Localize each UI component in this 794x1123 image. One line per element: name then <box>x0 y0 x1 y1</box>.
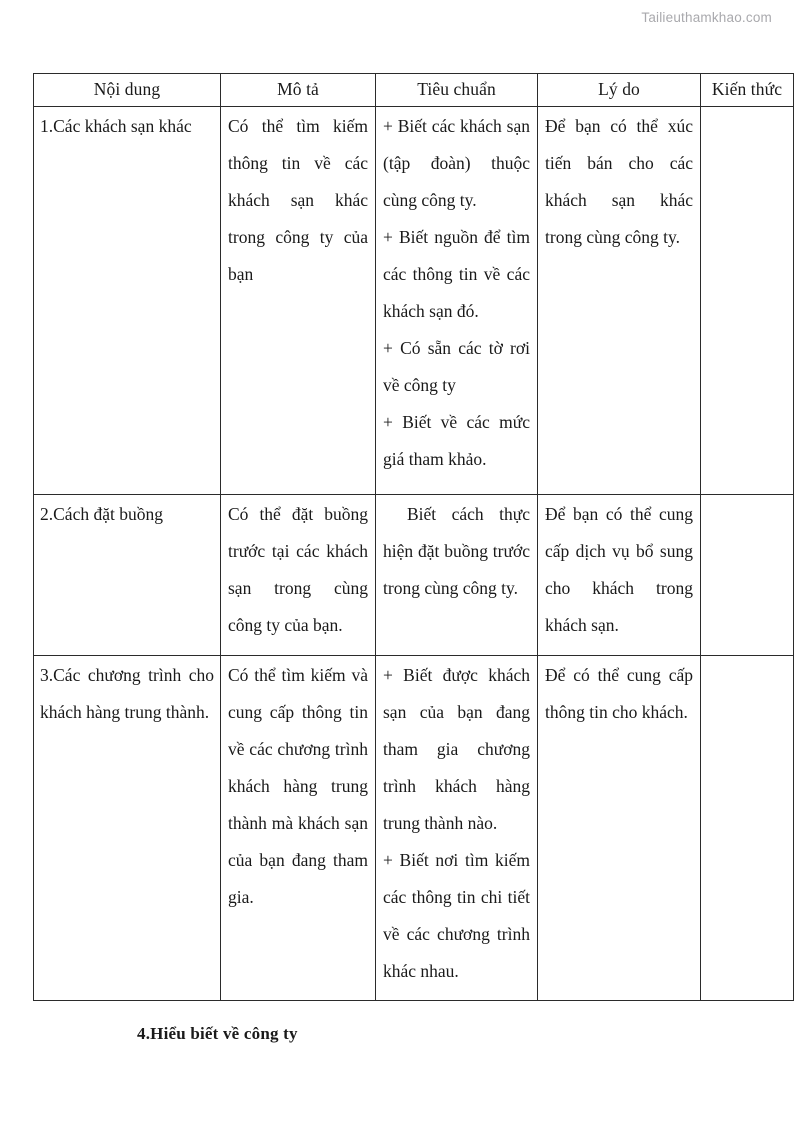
cell-text: Có thể tìm kiếm thông tin về các khách sạn khác trong công ty của bạn <box>228 116 368 284</box>
cell-text: 1.Các khách sạn khác <box>40 116 192 136</box>
cell-text: + Biết được khách sạn của bạn đang tham gia chương trình khách hàng trung thành nào. + Biết nơi tìm kiếm các thông tin chi tiết về các chương trình khác nhau. <box>383 665 530 981</box>
cell-kien-thuc <box>701 107 794 495</box>
cell-noi-dung <box>34 656 221 1001</box>
cell-mo-ta <box>221 107 376 495</box>
table-row <box>34 495 794 656</box>
watermark-text: Tailieuthamkhao.com <box>641 10 772 25</box>
cell-text <box>701 495 793 515</box>
cell-mo-ta <box>221 495 376 656</box>
column-header-kien-thuc: Kiến thức <box>701 74 794 107</box>
cell-text: 3.Các chương trình cho khách hàng trung thành. <box>40 665 214 722</box>
cell-text: Biết cách thực hiện đặt buồng trước trong cùng công ty. <box>383 504 530 598</box>
cell-text <box>701 107 793 127</box>
cell-tieu-chuan <box>376 107 538 495</box>
cell-tieu-chuan <box>376 495 538 656</box>
cell-text: Để có thể cung cấp thông tin cho khách. <box>545 665 693 722</box>
cell-ly-do <box>538 107 701 495</box>
cell-text: Để bạn có thể cung cấp dịch vụ bổ sung cho khách trong khách sạn. <box>545 504 693 635</box>
table-row <box>34 656 794 1001</box>
competency-table-container <box>33 73 793 1001</box>
cell-ly-do <box>538 656 701 1001</box>
cell-kien-thuc <box>701 656 794 1001</box>
cell-text: + Biết các khách sạn (tập đoàn) thuộc cùng công ty. + Biết nguồn để tìm các thông tin về các khách sạn đó. + Có sẵn các tờ rơi về công ty + Biết về các mức giá tham khảo. <box>383 116 530 469</box>
cell-tieu-chuan <box>376 656 538 1001</box>
cell-mo-ta <box>221 656 376 1001</box>
cell-noi-dung <box>34 107 221 495</box>
column-header-tieu-chuan: Tiêu chuẩn <box>376 74 538 107</box>
column-header-ly-do: Lý do <box>538 74 701 107</box>
cell-kien-thuc <box>701 495 794 656</box>
cell-text <box>701 656 793 676</box>
cell-noi-dung <box>34 495 221 656</box>
competency-table <box>33 73 794 1001</box>
cell-text: Có thể tìm kiếm và cung cấp thông tin về các chương trình khách hàng trung thành mà khách sạn của bạn đang tham gia. <box>228 665 368 907</box>
cell-ly-do <box>538 495 701 656</box>
section-heading: 4.Hiểu biết về công ty <box>137 1024 298 1043</box>
table-row <box>34 107 794 495</box>
column-header-noi-dung: Nội dung <box>34 74 221 107</box>
cell-text: 2.Cách đặt buồng <box>40 504 163 524</box>
column-header-mo-ta: Mô tả <box>221 74 376 107</box>
table-header-row <box>34 74 794 107</box>
cell-text: Để bạn có thể xúc tiến bán cho các khách sạn khác trong cùng công ty. <box>545 116 693 247</box>
cell-text: Có thể đặt buồng trước tại các khách sạn trong cùng công ty của bạn. <box>228 504 368 635</box>
